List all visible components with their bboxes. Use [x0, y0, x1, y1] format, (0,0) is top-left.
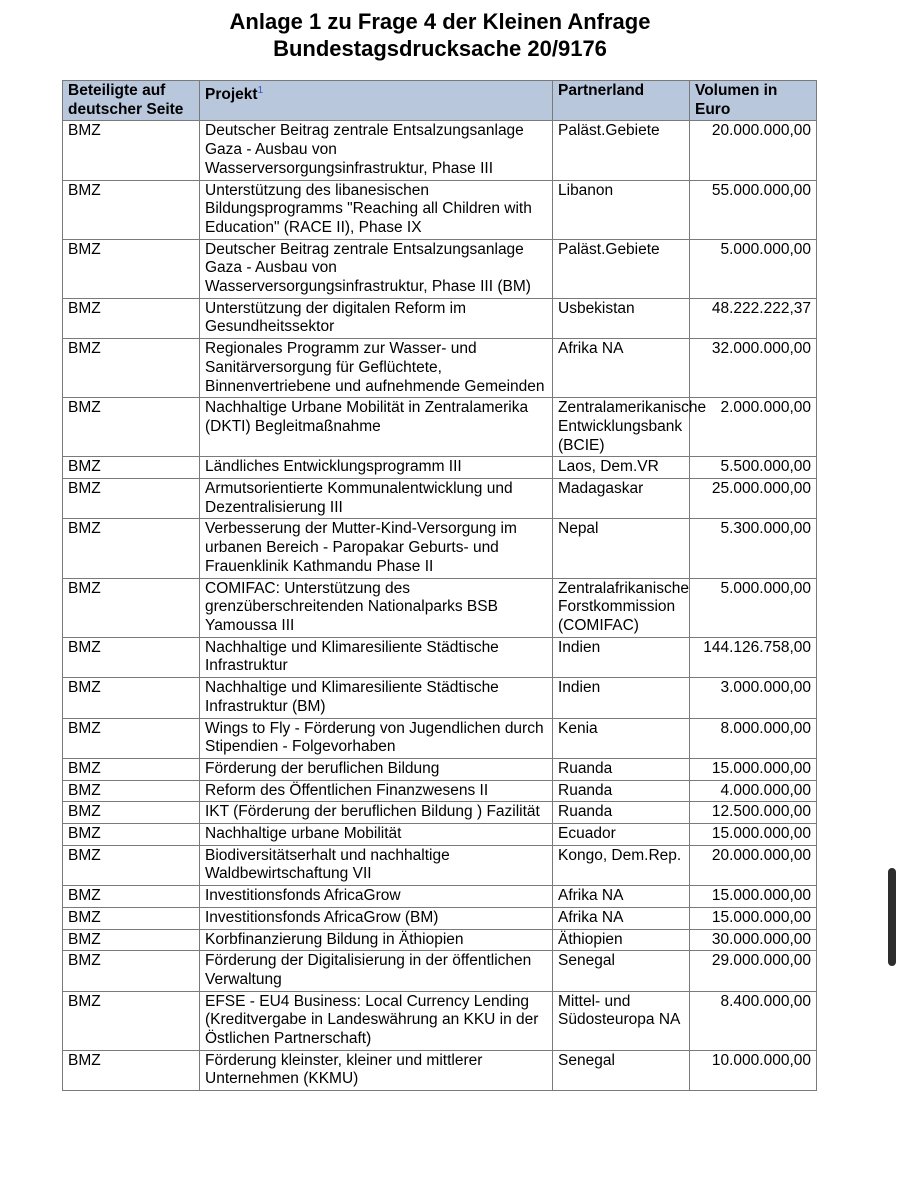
cell-beteiligte: BMZ — [63, 780, 200, 802]
cell-beteiligte: BMZ — [63, 951, 200, 991]
cell-projekt: Armutsorientierte Kommunalentwicklung und Dezentralisierung III — [200, 479, 553, 519]
cell-beteiligte: BMZ — [63, 824, 200, 846]
cell-beteiligte: BMZ — [63, 758, 200, 780]
cell-beteiligte: BMZ — [63, 339, 200, 398]
cell-beteiligte: BMZ — [63, 457, 200, 479]
table-header-row — [63, 81, 817, 121]
footnote-link[interactable]: 1 — [257, 85, 264, 96]
cell-partnerland: Zentralafrikanische Forstkommission (COMIFAC) — [553, 578, 690, 637]
cell-volumen: 8.000.000,00 — [690, 718, 817, 758]
cell-projekt: COMIFAC: Unterstützung des grenzüberschreitenden Nationalparks BSB Yamoussa III — [200, 578, 553, 637]
cell-beteiligte: BMZ — [63, 907, 200, 929]
cell-projekt: IKT (Förderung der beruflichen Bildung ) Fazilität — [200, 802, 553, 824]
cell-volumen: 48.222.222,37 — [690, 298, 817, 338]
table-row — [63, 929, 817, 951]
table-row — [63, 457, 817, 479]
cell-volumen: 15.000.000,00 — [690, 758, 817, 780]
cell-partnerland: Madagaskar — [553, 479, 690, 519]
table-row — [63, 718, 817, 758]
cell-projekt: Investitionsfonds AfricaGrow — [200, 886, 553, 908]
cell-projekt: Nachhaltige Urbane Mobilität in Zentralamerika (DKTI) Begleitmaßnahme — [200, 398, 553, 457]
cell-partnerland: Kongo, Dem.Rep. — [553, 845, 690, 885]
cell-partnerland: Ecuador — [553, 824, 690, 846]
cell-volumen: 3.000.000,00 — [690, 678, 817, 718]
cell-projekt: Nachhaltige und Klimaresiliente Städtische Infrastruktur (BM) — [200, 678, 553, 718]
cell-volumen: 5.000.000,00 — [690, 578, 817, 637]
cell-volumen: 32.000.000,00 — [690, 339, 817, 398]
cell-beteiligte: BMZ — [63, 845, 200, 885]
table-row — [63, 991, 817, 1050]
header-projekt — [200, 81, 553, 121]
cell-beteiligte: BMZ — [63, 1050, 200, 1090]
cell-partnerland: Paläst.Gebiete — [553, 121, 690, 180]
table-row — [63, 758, 817, 780]
cell-partnerland: Paläst.Gebiete — [553, 239, 690, 298]
cell-partnerland: Nepal — [553, 519, 690, 578]
table-row — [63, 578, 817, 637]
table-row — [63, 1050, 817, 1090]
cell-partnerland: Afrika NA — [553, 886, 690, 908]
cell-volumen: 15.000.000,00 — [690, 907, 817, 929]
cell-beteiligte: BMZ — [63, 637, 200, 677]
table-row — [63, 678, 817, 718]
cell-projekt: Deutscher Beitrag zentrale Entsalzungsanlage Gaza - Ausbau von Wasserversorgungsinfrastruktur, Phase III — [200, 121, 553, 180]
cell-volumen: 4.000.000,00 — [690, 780, 817, 802]
cell-partnerland: Laos, Dem.VR — [553, 457, 690, 479]
cell-beteiligte: BMZ — [63, 239, 200, 298]
cell-partnerland: Afrika NA — [553, 339, 690, 398]
cell-beteiligte: BMZ — [63, 678, 200, 718]
cell-partnerland: Kenia — [553, 718, 690, 758]
cell-volumen: 29.000.000,00 — [690, 951, 817, 991]
cell-volumen: 8.400.000,00 — [690, 991, 817, 1050]
cell-beteiligte: BMZ — [63, 929, 200, 951]
cell-beteiligte: BMZ — [63, 398, 200, 457]
cell-volumen: 5.000.000,00 — [690, 239, 817, 298]
cell-projekt: Unterstützung des libanesischen Bildungsprogramms "Reaching all Children with Education" (RACE II), Phase IX — [200, 180, 553, 239]
table-row — [63, 239, 817, 298]
cell-projekt: Deutscher Beitrag zentrale Entsalzungsanlage Gaza - Ausbau von Wasserversorgungsinfrastruktur, Phase III (BM) — [200, 239, 553, 298]
cell-beteiligte: BMZ — [63, 578, 200, 637]
table-row — [63, 824, 817, 846]
cell-projekt: Unterstützung der digitalen Reform im Gesundheitssektor — [200, 298, 553, 338]
cell-volumen: 25.000.000,00 — [690, 479, 817, 519]
cell-volumen: 144.126.758,00 — [690, 637, 817, 677]
cell-projekt: Nachhaltige urbane Mobilität — [200, 824, 553, 846]
cell-projekt: Förderung kleinster, kleiner und mittlerer Unternehmen (KKMU) — [200, 1050, 553, 1090]
cell-beteiligte: BMZ — [63, 718, 200, 758]
header-partnerland: Partnerland — [553, 81, 690, 121]
cell-projekt: Investitionsfonds AfricaGrow (BM) — [200, 907, 553, 929]
cell-beteiligte: BMZ — [63, 802, 200, 824]
table-row — [63, 519, 817, 578]
header-volumen: Volumen in Euro — [690, 81, 817, 121]
cell-projekt: Regionales Programm zur Wasser- und Sanitärversorgung für Geflüchtete, Binnenvertriebene und aufnehmende Gemeinden — [200, 339, 553, 398]
cell-beteiligte: BMZ — [63, 519, 200, 578]
cell-volumen: 55.000.000,00 — [690, 180, 817, 239]
cell-volumen: 15.000.000,00 — [690, 824, 817, 846]
cell-projekt: Förderung der Digitalisierung in der öffentlichen Verwaltung — [200, 951, 553, 991]
cell-volumen: 20.000.000,00 — [690, 845, 817, 885]
cell-partnerland: Indien — [553, 637, 690, 677]
table-row — [63, 398, 817, 457]
table-row — [63, 479, 817, 519]
cell-partnerland: Usbekistan — [553, 298, 690, 338]
cell-partnerland: Indien — [553, 678, 690, 718]
project-table — [62, 80, 817, 1091]
cell-partnerland: Libanon — [553, 180, 690, 239]
scrollbar-thumb[interactable] — [888, 868, 896, 966]
cell-beteiligte: BMZ — [63, 180, 200, 239]
cell-projekt: Reform des Öffentlichen Finanzwesens II — [200, 780, 553, 802]
cell-partnerland: Senegal — [553, 1050, 690, 1090]
cell-volumen: 5.500.000,00 — [690, 457, 817, 479]
cell-volumen: 10.000.000,00 — [690, 1050, 817, 1090]
cell-projekt: Nachhaltige und Klimaresiliente Städtische Infrastruktur — [200, 637, 553, 677]
cell-projekt: Verbesserung der Mutter-Kind-Versorgung im urbanen Bereich - Paropakar Geburts- und Frauenklinik Kathmandu Phase II — [200, 519, 553, 578]
table-row — [63, 780, 817, 802]
document-title — [0, 8, 880, 62]
cell-volumen: 5.300.000,00 — [690, 519, 817, 578]
cell-volumen: 20.000.000,00 — [690, 121, 817, 180]
cell-partnerland: Ruanda — [553, 758, 690, 780]
table-row — [63, 298, 817, 338]
cell-partnerland: Senegal — [553, 951, 690, 991]
title-line-1: Anlage 1 zu Frage 4 der Kleinen Anfrage — [229, 9, 651, 34]
cell-beteiligte: BMZ — [63, 991, 200, 1050]
table-row — [63, 339, 817, 398]
cell-projekt: Förderung der beruflichen Bildung — [200, 758, 553, 780]
cell-partnerland: Ruanda — [553, 802, 690, 824]
cell-projekt: Ländliches Entwicklungsprogramm III — [200, 457, 553, 479]
table-row — [63, 802, 817, 824]
cell-projekt: Wings to Fly - Förderung von Jugendlichen durch Stipendien - Folgevorhaben — [200, 718, 553, 758]
table-row — [63, 951, 817, 991]
cell-projekt: Korbfinanzierung Bildung in Äthiopien — [200, 929, 553, 951]
cell-volumen: 2.000.000,00 — [690, 398, 817, 457]
cell-partnerland: Äthiopien — [553, 929, 690, 951]
table-row — [63, 907, 817, 929]
cell-beteiligte: BMZ — [63, 298, 200, 338]
table-row — [63, 886, 817, 908]
table-row — [63, 121, 817, 180]
cell-volumen: 30.000.000,00 — [690, 929, 817, 951]
header-beteiligte: Beteiligte auf deutscher Seite — [63, 81, 200, 121]
table-row — [63, 845, 817, 885]
cell-volumen: 12.500.000,00 — [690, 802, 817, 824]
cell-projekt: EFSE - EU4 Business: Local Currency Lending (Kreditvergabe in Landeswährung an KKU in der Östlichen Partnerschaft) — [200, 991, 553, 1050]
cell-beteiligte: BMZ — [63, 886, 200, 908]
title-line-2: Bundestagsdrucksache 20/9176 — [273, 36, 607, 61]
table-row — [63, 180, 817, 239]
cell-partnerland: Ruanda — [553, 780, 690, 802]
cell-beteiligte: BMZ — [63, 479, 200, 519]
table-row — [63, 637, 817, 677]
cell-beteiligte: BMZ — [63, 121, 200, 180]
cell-projekt: Biodiversitätserhalt und nachhaltige Waldbewirtschaftung VII — [200, 845, 553, 885]
cell-volumen: 15.000.000,00 — [690, 886, 817, 908]
cell-partnerland: Mittel- und Südosteuropa NA — [553, 991, 690, 1050]
cell-partnerland: Afrika NA — [553, 907, 690, 929]
header-projekt-label: Projekt — [205, 86, 258, 104]
cell-partnerland: Zentralamerikanische Entwicklungsbank (BCIE) — [553, 398, 690, 457]
